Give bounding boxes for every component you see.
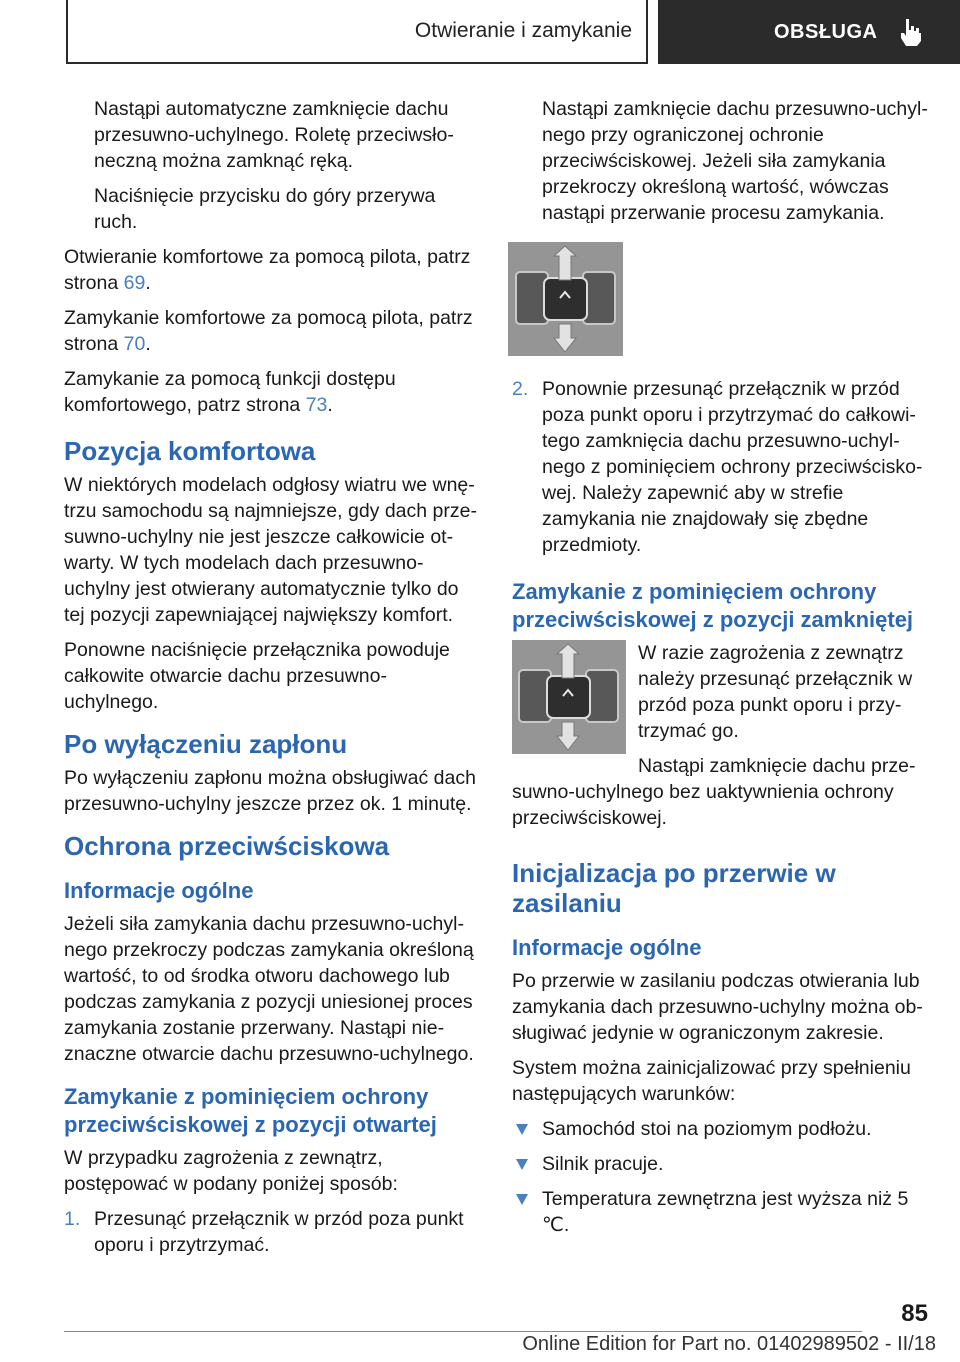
paragraph: Jeżeli siła zamykania dachu przesuwno-uchylnego przekroczy podczas zamykania określoną wartość, to od środka otworu dachowego lub podczas zamykania z pozycji uniesionej proces zamykania zostanie przerwany. Nastąpi nieznaczne otwarcie dachu przesuwno-uchylnego.	[64, 913, 474, 1065]
step-text: Ponownie przesunąć przełącznik w przód poza punkt oporu i przytrzymać do całkowitego zamknięcia dachu przesuwno-uchylnego z pominięciem ochrony przeciwściskowej. Należy zapewnić aby w strefie zamykania nie znajdowały się zbędne przedmioty.	[542, 378, 923, 556]
paragraph: Zamykanie za pomocą funkcji dostępu komfortowego, patrz strona 73.	[64, 368, 396, 416]
page-link-69[interactable]: 69	[123, 272, 146, 294]
triangle-bullet-icon	[516, 1124, 528, 1135]
heading-po-wylaczeniu: Po wyłączeniu zapłonu	[64, 729, 348, 759]
heading-ochrona: Ochrona przeciwściskowa	[64, 831, 390, 861]
header-chapter-box	[658, 0, 960, 64]
paragraph: W razie zagrożenia z zewnątrz należy przesunąć przełącznik w przód poza punkt oporu i przytrzymać go.	[638, 642, 913, 742]
page-link-70[interactable]: 70	[123, 333, 146, 355]
paragraph: W niektórych modelach odgłosy wiatru we wnętrzu samochodu są najmniejsze, gdy dach przesuwno-uchylny nie jest jeszcze całkowicie otwarty. W tych modelach dach przesuwno-uchylny jest otwierany automatycznie tylko do tej pozycji zapewniającej największy komfort.	[64, 474, 477, 626]
list-item: Silnik pracuje.	[512, 1151, 928, 1177]
roof-switch-image	[512, 640, 626, 754]
switch-photo	[508, 242, 928, 356]
heading-pozycja-komfortowa: Pozycja komfortowa	[64, 436, 316, 466]
paragraph: Po wyłączeniu zapłonu można obsługiwać dach przesuwno-uchylny jeszcze przez ok. 1 minutę.	[64, 767, 476, 815]
steps-list	[512, 376, 928, 558]
paragraph: Nastąpi zamknięcie dachu przesuwno-uchylnego bez uaktywnienia ochrony przeciwściskowej.	[512, 755, 916, 829]
step-number: 2.	[512, 378, 529, 400]
steps-list	[64, 1206, 478, 1258]
edition-footer: Online Edition for Part no. 01402989502 - II/18	[522, 1333, 936, 1355]
heading-inicjalizacja: Inicjalizacja po przerwie w zasilaniu	[512, 858, 836, 918]
left-column	[64, 96, 478, 1267]
triangle-bullet-icon	[516, 1159, 528, 1170]
paragraph: Zamykanie komfortowe za pomocą pilota, patrz strona 70.	[64, 307, 473, 355]
heading-informacje-ogolne: Informacje ogólne	[512, 935, 702, 960]
paragraph: Otwieranie komfortowe za pomocą pilota, patrz strona 69.	[64, 246, 471, 294]
roof-switch-image	[508, 242, 623, 356]
paragraph: Naciśnięcie przycisku do góry przerywa ruch.	[94, 185, 436, 233]
header-section-box	[66, 0, 648, 64]
pointing-hand-icon	[896, 17, 924, 47]
paragraph: W przypadku zagrożenia z zewnątrz, postępować w podany poniżej sposób:	[64, 1147, 398, 1195]
right-column	[512, 96, 928, 1247]
list-item	[512, 376, 928, 558]
paragraph: Nastąpi automatyczne zamknięcie dachu przesuwno-uchylnego. Roletę przeciwsłoneczną można zamknąć ręką.	[94, 98, 454, 172]
image-text-block	[512, 640, 928, 840]
page-link-73[interactable]: 73	[305, 394, 328, 416]
page-number: 85	[901, 1300, 928, 1327]
list-item: Temperatura zewnętrzna jest wyższa niż 5 ℃.	[512, 1186, 928, 1238]
header-chapter-title: OBSŁUGA	[774, 20, 878, 43]
heading-zamykanie-zamknietej: Zamykanie z pominięciem ochrony przeciwściskowej z pozycji zamkniętej	[512, 579, 914, 632]
conditions-list	[512, 1116, 928, 1238]
paragraph: Ponowne naciśnięcie przełącznika powoduje całkowite otwarcie dachu przesuwno-uchylnego.	[64, 639, 450, 713]
heading-zamykanie-otwartej: Zamykanie z pominięciem ochrony przeciwściskowej z pozycji otwartej	[64, 1084, 437, 1137]
step-number: 1.	[64, 1208, 81, 1230]
paragraph: Nastąpi zamknięcie dachu przesuwno-uchylnego przy ograniczonej ochronie przeciwściskowej. Jeżeli siła zamykania przekroczy określoną wartość, wówczas nastąpi przerwanie procesu zamykania.	[542, 98, 928, 224]
paragraph: System można zainicjalizować przy spełnieniu następujących warunków:	[512, 1057, 911, 1105]
step-text: Przesunąć przełącznik w przód poza punkt oporu i przytrzymać.	[94, 1208, 464, 1256]
heading-informacje-ogolne: Informacje ogólne	[64, 878, 254, 903]
header-section-title: Otwieranie i zamykanie	[414, 19, 632, 42]
list-item	[64, 1206, 478, 1258]
triangle-bullet-icon	[516, 1194, 528, 1205]
footer-divider	[64, 1331, 862, 1332]
paragraph: Po przerwie w zasilaniu podczas otwierania lub zamykania dach przesuwno-uchylny można obsługiwać jedynie w ograniczonym zakresie.	[512, 970, 923, 1044]
list-item: Samochód stoi na poziomym podłożu.	[512, 1116, 928, 1142]
